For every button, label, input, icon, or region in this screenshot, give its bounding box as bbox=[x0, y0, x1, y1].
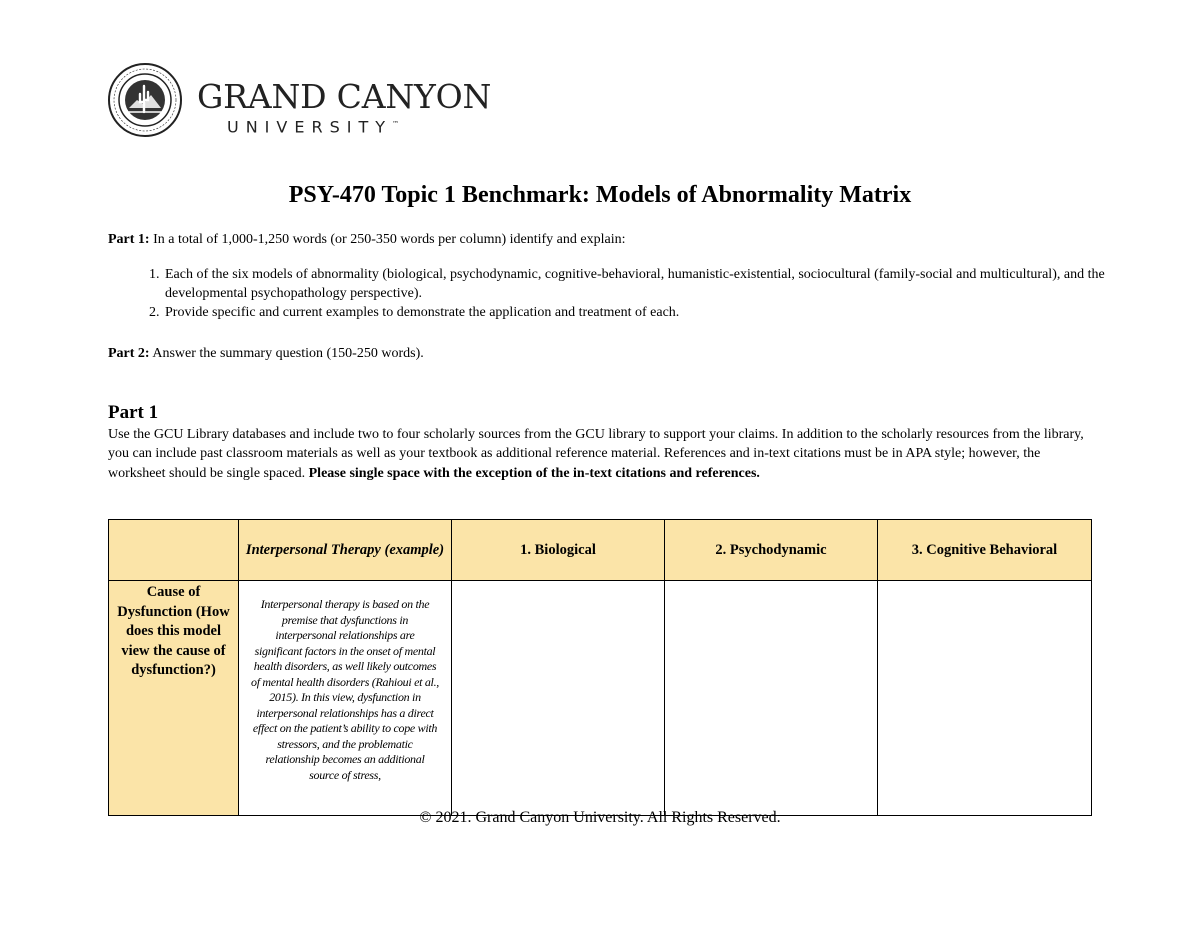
part1-instruction-text: In a total of 1,000-1,250 words (or 250-350 words per column) identify and explain: bbox=[153, 232, 626, 247]
logo-subtitle: UNIVERSITY bbox=[227, 117, 392, 137]
header-biological: 1. Biological bbox=[452, 520, 665, 581]
part1-heading: Part 1 bbox=[108, 402, 159, 423]
example-cell-text: Interpersonal therapy is based on the premise that dysfunctions in interpersonal relationships are significant factors in the onset of mental health disorders, as well likely outcomes of mental health disorders (Rahioui et al., 2015). In this view, dysfunction in interpersonal relationships has a direct effect on the patient’s ability to cope with stressors, and the problematic relationship becomes an additional source of stress, bbox=[251, 597, 439, 782]
list-item: 1. Each of the six models of abnormality (biological, psychodynamic, cognitive-behavioral, humanistic-existential, sociocultural (family-social and multicultural), and the developmental psychopathology perspective). bbox=[163, 265, 1123, 303]
header-interpersonal-therapy: Interpersonal Therapy (example) bbox=[239, 520, 452, 581]
table-row bbox=[109, 581, 1092, 816]
list-item: 2. Provide specific and current examples to demonstrate the application and treatment of each. bbox=[163, 303, 1123, 322]
document-title: PSY-470 Topic 1 Benchmark: Models of Abnormality Matrix bbox=[288, 182, 912, 208]
header-cognitive-behavioral: 3. Cognitive Behavioral bbox=[878, 520, 1092, 581]
header-corner-cell bbox=[109, 520, 239, 581]
gcu-logo bbox=[107, 62, 492, 140]
part2-instruction-text: Answer the summary question (150-250 words). bbox=[152, 346, 424, 361]
requirements-list bbox=[108, 265, 1123, 322]
part1-label: Part 1: bbox=[108, 232, 150, 247]
biological-cause-cell[interactable] bbox=[452, 581, 665, 816]
part2-label: Part 2: bbox=[108, 346, 150, 361]
trademark-symbol: ™ bbox=[392, 120, 399, 128]
cognitive-behavioral-cause-cell[interactable] bbox=[878, 581, 1092, 816]
part1-body-emphasis: Please single space with the exception of the in-text citations and references. bbox=[308, 465, 760, 481]
table-header-row bbox=[109, 520, 1092, 581]
part2-instructions bbox=[108, 344, 1098, 363]
part1-body bbox=[108, 425, 1093, 483]
models-matrix-table bbox=[108, 519, 1092, 816]
header-psychodynamic: 2. Psychodynamic bbox=[665, 520, 878, 581]
university-seal-icon bbox=[107, 62, 183, 138]
part1-body-text: Use the GCU Library databases and include two to four scholarly sources from the GCU library to support your claims. In addition to the scholarly resources from the library, you can include past classroom materials as well as your textbook as additional reference material. References and in-text citations must be in APA style; however, the worksheet should be single spaced. bbox=[108, 427, 1084, 481]
logo-wordmark: GRAND CANYON bbox=[197, 77, 492, 116]
copyright-footer: © 2021. Grand Canyon University. All Rights Reserved. bbox=[419, 809, 781, 826]
part1-instructions bbox=[108, 230, 1098, 249]
row-label-cause-of-dysfunction: Cause of Dysfunction (How does this model view the cause of dysfunction?) bbox=[109, 581, 239, 816]
psychodynamic-cause-cell[interactable] bbox=[665, 581, 878, 816]
